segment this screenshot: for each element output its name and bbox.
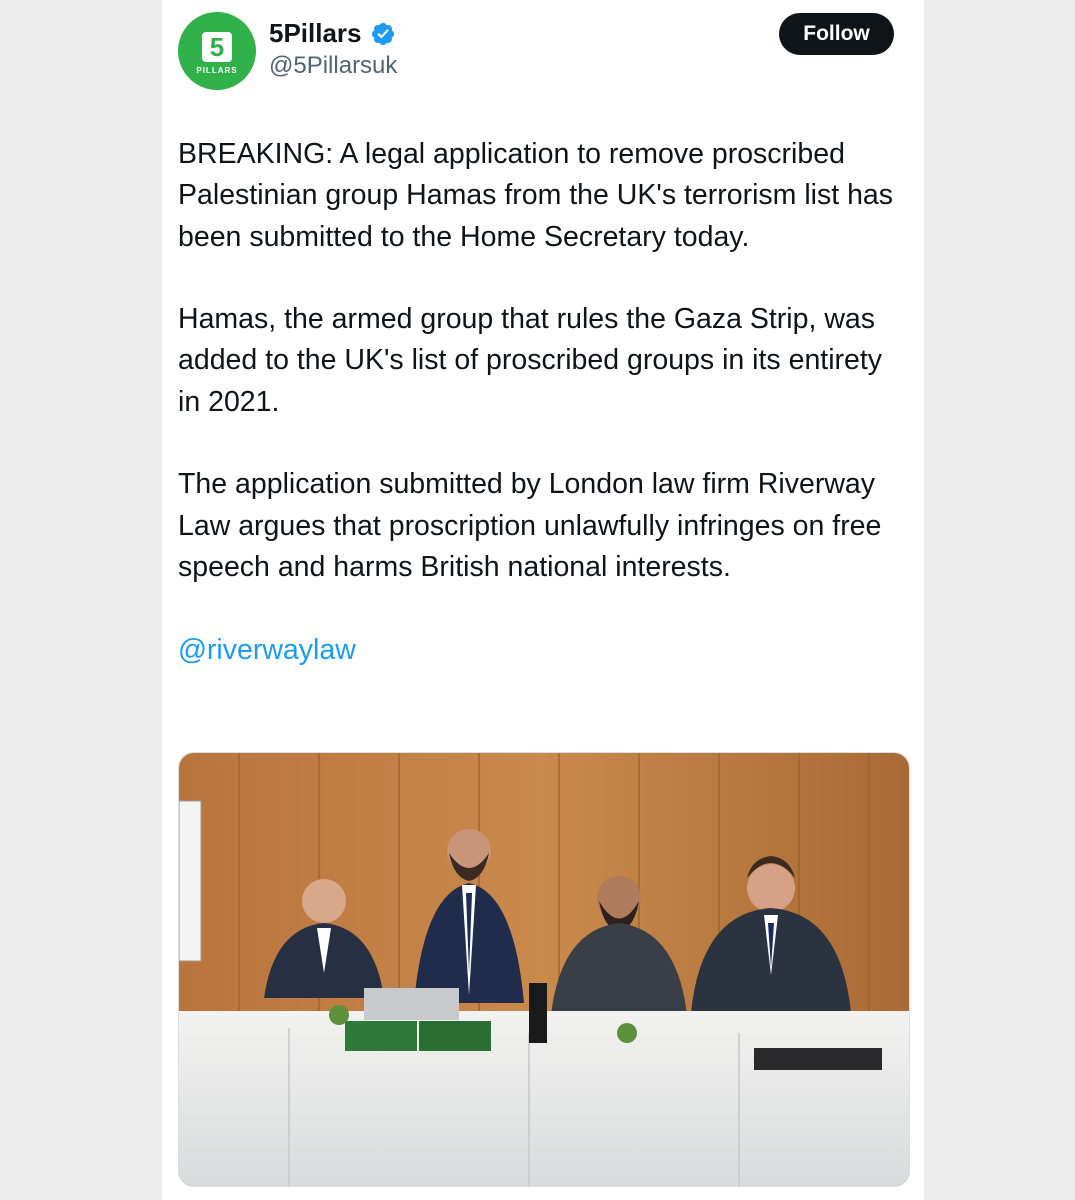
press-conference-photo [179,753,909,1186]
account-handle[interactable]: @5Pillarsuk [269,52,398,79]
display-name[interactable]: 5Pillars [269,18,362,48]
follow-button[interactable]: Follow [779,13,894,55]
avatar-word: PILLARS [196,65,238,75]
tweet-photo[interactable] [178,752,910,1187]
name-row [269,18,396,49]
tweet-card [162,0,924,1200]
tweet-paragraph: BREAKING: A legal application to remove proscribed Palestinian group Hamas from the UK's terrorism list has been submitted to the Home Secretary today. [178,138,894,253]
tweet-paragraph: The application submitted by London law firm Riverway Law argues that proscription unlawfully infringes on free speech and harms British national interests. [178,468,882,583]
tweet-paragraph: Hamas, the armed group that rules the Gaza Strip, was added to the UK's list of proscribed groups in its entirety in 2021. [178,303,883,418]
tweet-text [178,134,898,712]
mention-link[interactable]: @riverwaylaw [178,633,356,666]
avatar-digit: 5 [202,32,232,62]
verified-badge-icon [370,21,396,47]
avatar[interactable] [178,12,256,90]
